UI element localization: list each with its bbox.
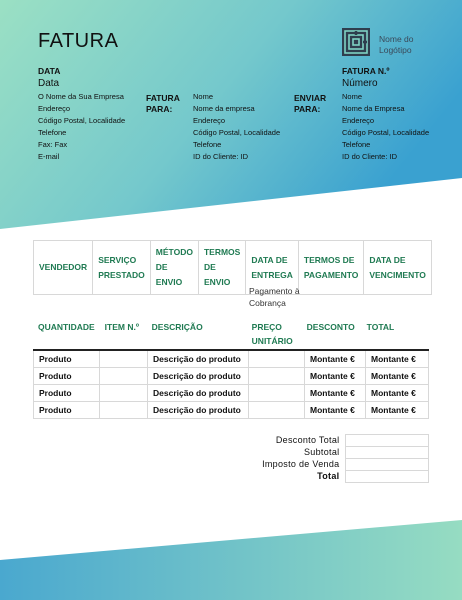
header-ship-terms: TERMOS DE ENVIO xyxy=(198,241,245,295)
subtotal-field[interactable] xyxy=(346,447,429,459)
cell-item-number[interactable] xyxy=(100,402,148,419)
cell-description[interactable]: Descrição do produto xyxy=(148,402,249,419)
footer-gradient-band xyxy=(0,520,462,600)
cell-item-number[interactable] xyxy=(100,385,148,402)
sales-tax-field[interactable] xyxy=(346,459,429,471)
total-field[interactable] xyxy=(346,471,429,483)
header-payment-terms: TERMOS DE PAGAMENTO xyxy=(298,241,363,295)
bill-to-address[interactable]: Endereço xyxy=(193,116,226,125)
header-quantity: QUANTIDADE xyxy=(38,322,95,332)
cell-unit-price[interactable] xyxy=(249,402,305,419)
ship-to-postal[interactable]: Código Postal, Localidade xyxy=(342,128,430,137)
company-address[interactable]: Endereço xyxy=(38,104,71,113)
discount-total-field[interactable] xyxy=(346,435,429,447)
cell-description[interactable]: Descrição do produto xyxy=(148,350,249,368)
header-seller: VENDEDOR xyxy=(34,241,93,295)
cell-quantity[interactable]: Produto xyxy=(34,385,100,402)
discount-total-label: Desconto Total xyxy=(275,435,340,445)
ship-to-address[interactable]: Endereço xyxy=(342,116,375,125)
cell-quantity[interactable]: Produto xyxy=(34,350,100,368)
bill-to-name[interactable]: Nome xyxy=(193,92,214,101)
cell-quantity[interactable]: Produto xyxy=(34,402,100,419)
cell-total[interactable]: Montante € xyxy=(366,368,429,385)
cell-description[interactable]: Descrição do produto xyxy=(148,385,249,402)
header-total: TOTAL xyxy=(366,322,395,332)
payment-terms-value[interactable]: Pagamento à Cobrança xyxy=(249,286,300,308)
subtotal-label: Subtotal xyxy=(304,447,340,457)
header-description: DESCRIÇÃO xyxy=(151,322,203,332)
date-label: DATA xyxy=(38,66,61,76)
ship-to-info xyxy=(342,91,452,163)
header-service: SERVIÇO PRESTADO xyxy=(93,241,151,295)
header-unit-price: PREÇO UNITÁRIO xyxy=(251,322,293,346)
ship-to-name[interactable]: Nome xyxy=(342,92,363,101)
header-item-number: ITEM N.º xyxy=(104,322,139,332)
ship-to-company[interactable]: Nome da Empresa xyxy=(342,104,405,113)
cell-item-number[interactable] xyxy=(100,368,148,385)
cell-item-number[interactable] xyxy=(100,350,148,368)
cell-discount[interactable]: Montante € xyxy=(305,385,366,402)
shipping-table xyxy=(33,240,432,295)
totals-table xyxy=(200,434,429,483)
header-delivery-date: DATA DE ENTREGA xyxy=(246,241,299,295)
bill-to-label: FATURA PARA: xyxy=(146,93,180,114)
cell-total[interactable]: Montante € xyxy=(366,350,429,368)
bill-to-postal[interactable]: Código Postal, Localidade xyxy=(193,128,281,137)
company-phone[interactable]: Telefone xyxy=(38,128,67,137)
ship-to-client-id[interactable]: ID do Cliente: ID xyxy=(342,152,398,161)
company-info xyxy=(38,91,158,163)
total-label: Total xyxy=(317,471,340,481)
cell-discount[interactable]: Montante € xyxy=(305,350,366,368)
table-row xyxy=(34,402,429,419)
maze-logo-icon[interactable] xyxy=(342,28,370,56)
company-email[interactable]: E-mail xyxy=(38,152,60,161)
sales-tax-label: Imposto de Venda xyxy=(262,459,340,469)
cell-total[interactable]: Montante € xyxy=(366,402,429,419)
date-value[interactable]: Data xyxy=(38,78,60,89)
bill-to-phone[interactable]: Telefone xyxy=(193,140,222,149)
cell-unit-price[interactable] xyxy=(249,385,305,402)
company-fax[interactable]: Fax: Fax xyxy=(38,140,68,149)
cell-total[interactable]: Montante € xyxy=(366,385,429,402)
cell-description[interactable]: Descrição do produto xyxy=(148,368,249,385)
ship-to-phone[interactable]: Telefone xyxy=(342,140,371,149)
invoice-number-label: FATURA N.º xyxy=(342,66,390,76)
table-row xyxy=(34,350,429,368)
ship-to-label: ENVIAR PARA: xyxy=(294,93,327,114)
invoice-number-value[interactable]: Número xyxy=(342,78,378,89)
logo-name-text[interactable]: Nome do Logótipo xyxy=(379,34,414,55)
cell-quantity[interactable]: Produto xyxy=(34,368,100,385)
bill-to-company[interactable]: Nome da empresa xyxy=(193,104,255,113)
cell-discount[interactable]: Montante € xyxy=(305,402,366,419)
header-due-date: DATA DE VENCIMENTO xyxy=(364,241,432,295)
table-row xyxy=(34,368,429,385)
table-row xyxy=(34,385,429,402)
header-discount: DESCONTO xyxy=(306,322,355,332)
header-ship-method: MÉTODO DE ENVIO xyxy=(150,241,198,295)
cell-unit-price[interactable] xyxy=(249,350,305,368)
bill-to-info xyxy=(193,91,293,163)
invoice-title: FATURA xyxy=(38,30,119,52)
company-postal[interactable]: Código Postal, Localidade xyxy=(38,116,126,125)
items-table xyxy=(33,349,429,419)
items-table-header xyxy=(33,320,429,348)
bill-to-client-id[interactable]: ID do Cliente: ID xyxy=(193,152,249,161)
company-name[interactable]: O Nome da Sua Empresa xyxy=(38,92,124,101)
cell-unit-price[interactable] xyxy=(249,368,305,385)
cell-discount[interactable]: Montante € xyxy=(305,368,366,385)
